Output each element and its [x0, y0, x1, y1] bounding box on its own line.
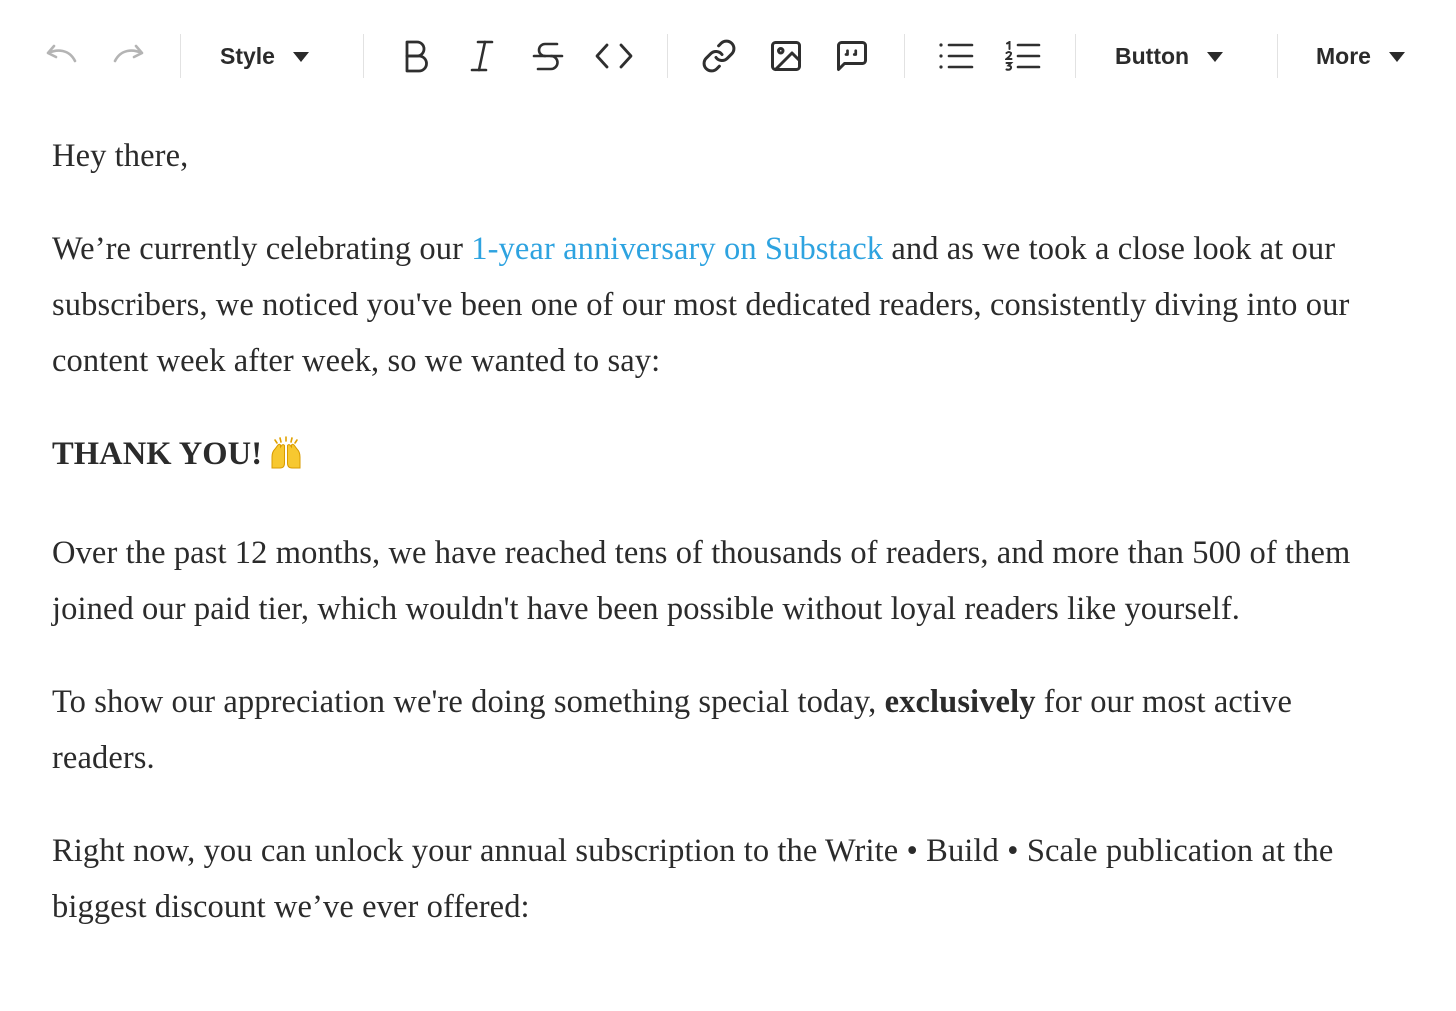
style-dropdown[interactable] [220, 28, 330, 84]
raising-hands-icon [268, 432, 304, 488]
toolbar-divider [363, 34, 364, 78]
quote-icon [834, 38, 870, 74]
strikethrough-button[interactable] [520, 28, 576, 84]
editor-body[interactable] [52, 128, 1397, 972]
toolbar-divider [1277, 34, 1278, 78]
numbered-list-icon [1005, 41, 1041, 71]
bold-icon [402, 39, 430, 73]
redo-icon [111, 43, 145, 69]
bullet-list-icon [938, 41, 974, 71]
appreciation-text-end: for our most active readers. [52, 684, 1293, 776]
milestone-text: Over the past 12 months, we have reached tens of thousands of readers, and more than 500 of them joined our paid tier, which wouldn't have been possible without loyal readers like yourself. [52, 535, 1351, 627]
more-dropdown[interactable] [1316, 28, 1426, 84]
appreciation-paragraph[interactable] [52, 674, 1397, 786]
image-button[interactable] [758, 28, 814, 84]
greeting-text: Hey there, [52, 138, 189, 174]
button-dropdown[interactable] [1115, 28, 1240, 84]
numbered-list-button[interactable] [995, 28, 1051, 84]
thank-you-text: THANK YOU! [52, 436, 263, 472]
bullet-list-button[interactable] [928, 28, 984, 84]
button-dropdown-label: Button [1115, 42, 1190, 69]
toolbar-divider [904, 34, 905, 78]
quote-button[interactable] [824, 28, 880, 84]
undo-button[interactable] [34, 28, 90, 84]
code-icon [595, 42, 633, 70]
toolbar-divider [180, 34, 181, 78]
italic-button[interactable] [454, 28, 510, 84]
toolbar-divider [667, 34, 668, 78]
greeting-paragraph[interactable] [52, 128, 1397, 184]
offer-text: Right now, you can unlock your annual subscription to the Write • Build • Scale publication at the biggest discount we’ve ever offered: [52, 833, 1334, 925]
toolbar-divider [1075, 34, 1076, 78]
chevron-down-icon [1207, 52, 1223, 62]
code-button[interactable] [586, 28, 642, 84]
intro-text-start: We’re currently celebrating our [52, 231, 472, 267]
undo-icon [45, 43, 79, 69]
more-dropdown-label: More [1316, 42, 1371, 69]
link-icon [701, 38, 737, 74]
strikethrough-icon [532, 39, 564, 73]
offer-paragraph[interactable] [52, 823, 1397, 935]
chevron-down-icon [293, 52, 309, 62]
thank-you-paragraph[interactable] [52, 426, 1397, 488]
intro-text-end: and as we took a close look at our subscribers, we noticed you've been one of our most dedicated readers, consistently diving into our content week after week, so we wanted to say: [52, 231, 1350, 379]
appreciation-text-start: To show our appreciation we're doing something special today, [52, 684, 885, 720]
anniversary-link[interactable]: 1-year anniversary on Substack [471, 231, 884, 267]
editor-toolbar [0, 0, 1456, 112]
bold-button[interactable] [388, 28, 444, 84]
image-icon [768, 38, 804, 74]
intro-paragraph[interactable] [52, 221, 1397, 389]
redo-button[interactable] [100, 28, 156, 84]
link-button[interactable] [691, 28, 747, 84]
exclusively-bold-text: exclusively [884, 684, 1036, 720]
milestone-paragraph[interactable] [52, 525, 1397, 637]
italic-icon [468, 39, 496, 73]
style-dropdown-label: Style [220, 42, 275, 69]
chevron-down-icon [1389, 52, 1405, 62]
